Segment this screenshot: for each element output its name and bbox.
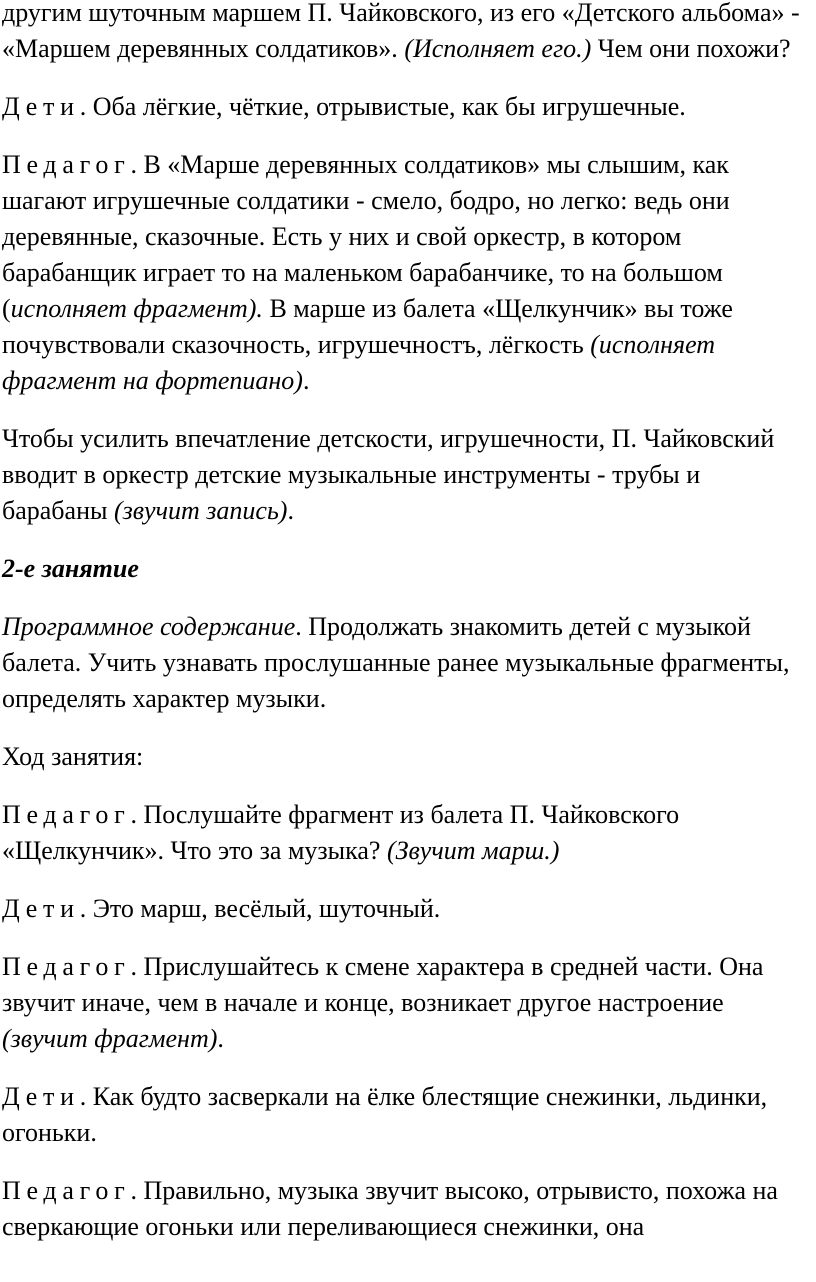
text-run: . В «Марше деревянных солдатиков» мы слышим, как шагают игрушечные солдатики - смело, бодро, но легко: ведь они деревянные, сказочные. Есть у них и свой оркестр, в котором барабанщик играет то на маленьком барабанчике, то на большом ( <box>2 150 730 323</box>
speaker-label: Дети <box>2 894 80 923</box>
italic-remark: (исполняет фрагмент на фортепиано) <box>2 330 716 395</box>
text-run: 2-е занятие <box>2 554 139 583</box>
text-run: Ход занятия: <box>2 742 144 771</box>
paragraph <box>2 421 812 529</box>
section-heading <box>2 551 812 587</box>
paragraph <box>2 1079 812 1151</box>
paragraph <box>2 147 812 399</box>
text-run: . Прислушайтесь к смене характера в средней части. Она звучит иначе, чем в начале и конце, возникает другое настроение <box>2 952 764 1017</box>
text-run: В марше из балета «Щелкунчик» вы тоже почувствовали сказочность, игрушечностъ, лёгкость <box>2 294 733 359</box>
paragraph <box>2 0 812 67</box>
text-run: . Продолжать знакомить детей с музыкой балета. Учить узнавать прослушанные ранее музыкальные фрагменты, определять характер музыки. <box>2 612 790 713</box>
text-run: . Правильно, музыка звучит высоко, отрывисто, похожа на сверкающие огоньки или переливающиеся снежинки, она <box>2 1176 778 1241</box>
italic-remark: (Исполняет его.) <box>404 34 592 63</box>
speaker-label: Педагог <box>2 150 131 179</box>
text-run: Чтобы усилить впечатление детскости, игрушечности, П. Чайковский вводит в оркестр детские музыкальные инструменты - трубы и барабаны <box>2 424 775 525</box>
paragraph <box>2 609 812 717</box>
text-run: . Как будто засверкали на ёлке блестящие снежинки, льдинки, огоньки. <box>2 1082 768 1147</box>
speaker-label: Дети <box>2 1082 80 1111</box>
paragraph <box>2 891 812 927</box>
paragraph <box>2 949 812 1057</box>
italic-remark: Программное содержание <box>2 612 296 641</box>
text-run: другим шуточным маршем П. Чайковского, из его «Детского альбома» - «Маршем деревянных солдатиков». <box>2 0 800 63</box>
paragraph <box>2 797 812 869</box>
italic-remark: исполняет фрагмент). <box>10 294 263 323</box>
speaker-label: Дети <box>2 92 80 121</box>
italic-remark: (звучит фрагмент) <box>2 1024 218 1053</box>
text-run: Чем они похожи? <box>591 34 791 63</box>
paragraph <box>2 1173 812 1245</box>
speaker-label: Педагог <box>2 1176 131 1205</box>
paragraph <box>2 739 812 775</box>
text-run: . <box>302 366 310 395</box>
text-run: . <box>217 1024 224 1053</box>
speaker-label: Педагог <box>2 952 131 981</box>
text-run: . <box>287 496 294 525</box>
italic-remark: (Звучит марш.) <box>386 836 560 865</box>
text-run: . Это марш, весёлый, шуточный. <box>79 894 441 923</box>
italic-remark: (звучит запись) <box>113 496 288 525</box>
paragraph <box>2 89 812 125</box>
text-run: . Оба лёгкие, чёткие, отрывистые, как бы игрушечные. <box>79 92 686 121</box>
text-run: . Послушайте фрагмент из балета П. Чайковского «Щелкунчик». Что это за музыка? <box>2 800 680 865</box>
speaker-label: Педагог <box>2 800 131 829</box>
